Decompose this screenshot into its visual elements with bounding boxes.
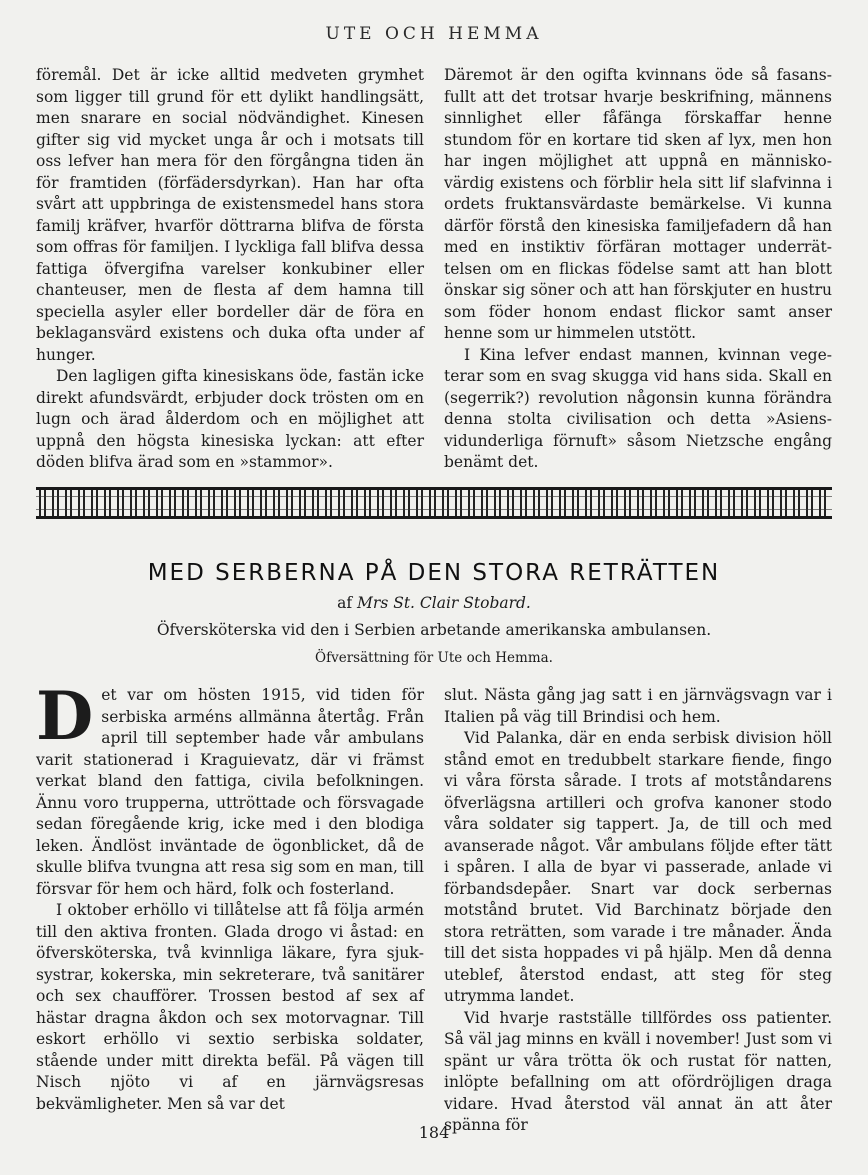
paragraph: I Kina lefver endast mannen, kvinnan vegeterar som en svag skugga vid hans sida. Skall en (segerrik?) revolution någonsin kunna förändra denna stolta civilisation och detta »Asiensvidunderliga förnuft» såsom Nietzsche engång benämt det. [444,345,832,471]
top-right-column [444,65,832,474]
paragraph: Vid hvarje rastställe tillfördes oss patienter. Så väl jag minns en kväll i november! Just som vi spänt ur våra trötta ök och rustat för natten, inlöpte befallning om att ofördröjligen draga vidare. Hvad återstod väl annat än att åter spänna för [444,1008,832,1134]
bottom-left-column [36,677,424,1115]
article-title: MED SERBERNA PÅ DEN STORA RETRÄTTEN [147,560,721,586]
paragraph: I oktober erhöllo vi tillåtelse att få följa armén till den aktiva fronten. Glada drogo vi åstad: en öfversköterska, två kvinnliga läkare, fyra sjuksystrar, kokerska, min sekreterare, två sanitärer och sex chaufförer. Trossen bestod af sex af hästar dragna åkdon och sex motorvagnar. Till eskort erhöllo vi sextio serbiska soldater, stående under mitt direkta befäl. På vägen till Nisch njöto vi af en järnvägsresas bekvämligheter. Men så var det [36,901,424,1113]
running-head: UTE OCH HEMMA [325,24,543,44]
page-number: 184 [418,1123,450,1142]
paragraph: Den lagligen gifta kinesiskans öde, fastän icke direkt afundsvärdt, erbjuder dock trösten om en lugn och ärad ålderdom och en möjlighet att uppnå den högsta kinesiska lyckan: att efter döden blifva ärad som en »stammor». [36,367,424,471]
paragraph: föremål. Det är icke alltid medveten grymhet som ligger till grund för ett dylikt handlingsätt, men snarare en social nödvändighet. Kinesen gifter sig vid mycket unga år och i motsats till oss lefver han mera för den förgångna tiden än för framtiden (förfädersdyrkan). Han har ofta svårt att uppbringa de existensmedel hans stora familj kräfver, hvarför döttrarna blifva de första som offras för familjen. I lyckliga fall blifva dessa fattiga öfvergifna varelser konkubiner eller chanteuser, men de flesta af dem hamna till speciella asyler eller bordeller där de föra en beklagansvärd existens och duka ofta under af hunger. [36,66,424,364]
decorative-border [36,487,832,519]
paragraph: Vid Palanka, där en enda serbisk division höll stånd emot en tredubbelt starkare fiende, fingo vi våra första sårade. I trots af motståndarens öfverlägsna artilleri och grofva kanoner stodo våra soldater sig tappert. Ja, de till och med avanserade något. Vår ambulans följde efter tätt i spåren. I alla de byar vi passerade, anlade vi förbandsdepåer. Snart var dock serbernas motstånd brutet. Vid Barchinatz började den stora reträtten, som varade i tre månader. Ända till det sista hoppades vi på hjälp. Men då denna uteblef, återstod endast, att steg för steg utrymma landet. [444,729,832,1005]
bottom-right-column [444,685,832,1137]
paragraph: slut. Nästa gång jag satt i en järnvägsvagn var i Italien på väg till Brindisi och hem. [444,686,832,726]
first-paragraph [36,677,424,900]
byline-prefix: af [337,594,353,612]
article-subtitle: Öfversköterska vid den i Serbien arbetande amerikanska ambulansen. [156,621,712,639]
drop-cap: D [36,677,94,755]
first-paragraph-text: et var om hösten 1915, vid tiden för serbiska arméns allmänna återtåg. Från april till september hade vår ambulans varit stationerad i Kraguievatz, där vi främst verkat bland den fattiga, civila befolkningen. Ännu voro trupperna, uttröttade och försvagade sedan föregående krig, icke med i den blodiga leken. Ändlöst inväntade de ögonblicket, då de skulle blifva tvungna att resa sig som en man, till försvar för hem och härd, folk och fosterland. [36,686,424,898]
byline [0,594,868,612]
paragraph: Däremot är den ogifta kvinnans öde så fasansfullt att det trotsar hvarje beskrifning, männens sinnlighet eller fåfänga förskaffar henne stundom för en kortare tid sken af lyx, men hon har ingen möjlighet att uppnå en människovärdig existens och förblir hela sitt lif slafvinna i ordets fruktansvärdaste bemärkelse. Vi kunna därför förstå den kinesiska familjefadern då han med en instiktiv förfäran mottager underrättelsen om en flickas födelse samt att han blott önskar sig söner och att han förskjuter en hustru som föder honom endast flickor samt anser henne som ur himmelen utstött. [444,66,832,342]
translation-note: Öfversättning för Ute och Hemma. [315,650,553,666]
top-left-column [36,65,424,474]
author-name: Mrs St. Clair Stobard. [357,594,531,612]
